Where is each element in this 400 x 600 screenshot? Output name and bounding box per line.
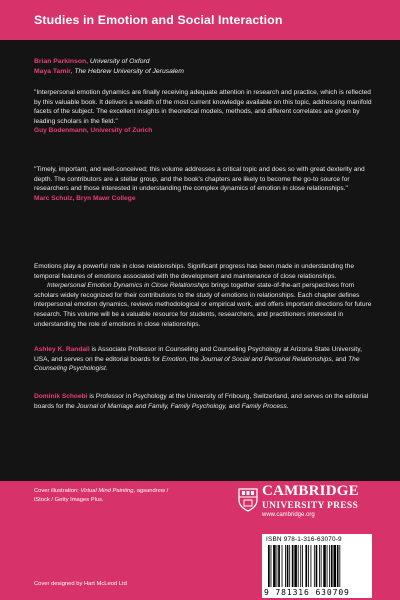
book-description <box>34 262 374 329</box>
publisher-logo <box>262 483 372 518</box>
quote-author: Guy Bodenmann, University of Zurich <box>34 127 153 135</box>
series-header <box>0 0 400 40</box>
editor-1 <box>34 57 374 67</box>
credit-text: Cover illustration: <box>34 488 81 494</box>
author-name: Ashley K. Randall <box>34 346 90 353</box>
publisher-subname: UNIVERSITY PRESS <box>262 501 359 511</box>
bio-text: . <box>105 365 108 373</box>
isbn-barcode <box>262 534 372 598</box>
endorsement-quote-1 <box>34 88 374 136</box>
quote-text: "Timely, important, and well-conceived; this volume addresses a critical topic and does so with great dexterity and depth. The contributors are a stellar group, and the book's chapters are likely to become the go-to source for researchers and those interested in understanding the complex dynamics of emotion in close relationships." <box>34 166 365 193</box>
bio-text: , the <box>186 355 201 363</box>
description-text: brings together state-of-the-art perspectives from scholars widely recognized for their contributions to the study of emotions in relationships. Each chapter defines interpersonal emotion dynamics, reviews methodological or empirical work, and offers important directions for future research. This volume will be a valuable resource for students, researchers, and practitioners interested in understanding the role of emotions in close relationships. <box>34 282 372 328</box>
barcode-digits: 9 781316 630709 <box>264 588 350 597</box>
cambridge-shield-icon <box>238 488 258 512</box>
author-bio-2 <box>34 392 374 411</box>
series-editors <box>34 57 374 77</box>
credit-text: , agsandrew / iStock / Getty Images Plus. <box>34 488 169 503</box>
author-bio-1 <box>34 345 374 374</box>
bio-text: is Associate Professor in Counseling and Counseling Psychology at Arizona State University, USA, and serves on the editorial boards for <box>34 346 362 363</box>
bio-text: and <box>226 402 242 410</box>
back-cover-body <box>0 40 400 481</box>
description-paragraph-1: Emotions play a powerful role in close relationships. Significant progress has been made in understanding the temporal features of emotions associated with the development and maintenance of close relationships. <box>34 263 354 280</box>
isbn-number: ISBN 978-1-316-63070-9 <box>266 536 342 543</box>
barcode-icon <box>266 545 368 587</box>
journal-name: Journal of Social and Personal Relationships <box>200 355 332 363</box>
journal-name: The Counseling Psychologist <box>34 355 360 373</box>
quote-text: "Interpersonal emotion dynamics are finally receiving adequate attention in research and practice, which is reflected by this valuable book. It delivers a wealth of the most current knowledge available on this topic, addressing manifold facets of the subject. The excellent insights in theoretical models, methods, and different correlates are given by leading scholars in the field." <box>34 89 372 125</box>
bio-text: , and <box>331 355 349 363</box>
editor-name: Brian Parkinson, <box>34 58 89 65</box>
series-title: Studies in Emotion and Social Interaction <box>34 13 283 27</box>
bio-text: . <box>286 402 289 410</box>
journal-name: Emotion <box>161 355 187 363</box>
illustration-title: Virtual Mind Painting <box>80 488 134 494</box>
editor-name: Maya Tamir, <box>34 67 73 75</box>
author-name: Dominik Schoebi <box>34 393 88 400</box>
cover-illustration-credit <box>34 487 174 504</box>
cover-designer-credit: Cover designed by Hart McLeod Ltd <box>34 581 127 587</box>
editor-2 <box>34 67 374 77</box>
journal-name: Journal of Marriage and Family, Family Psychology, <box>76 402 227 410</box>
editor-affiliation: The Hebrew University of Jerusalem <box>74 67 184 75</box>
endorsement-quote-2 <box>34 165 374 203</box>
cover-footer <box>0 481 400 600</box>
bio-text: is Professor in Psychology at the University of Fribourg, Switzerland, and serves on the editorial boards for the <box>34 393 369 410</box>
book-title: Interpersonal Emotion Dynamics in Close Relationships <box>47 282 210 290</box>
editor-affiliation: University of Oxford <box>89 58 150 65</box>
description-paragraph-2 <box>34 281 374 329</box>
quote-author: Marc Schulz, Bryn Mawr College <box>34 194 136 202</box>
publisher-url: www.cambridge.org <box>262 512 315 518</box>
journal-name: Family Process <box>241 402 287 410</box>
publisher-name: CAMBRIDGE <box>262 483 359 499</box>
